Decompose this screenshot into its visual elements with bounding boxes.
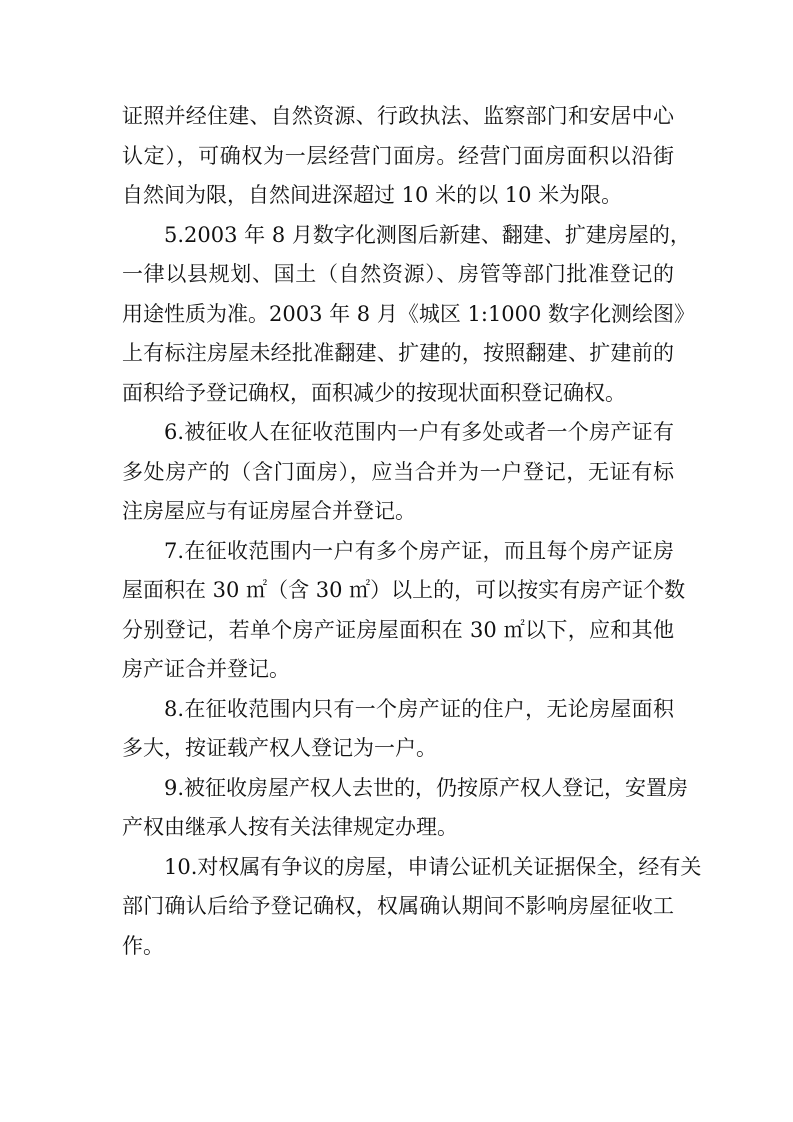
document-line: 一律以县规划、国土（自然资源）、房管等部门批准登记的 [122, 262, 674, 286]
document-line: 产权由继承人按有关法律规定办理。 [122, 815, 458, 839]
document-line: 8.在征收范围内只有一个房产证的住户，无论房屋面积 [164, 696, 674, 721]
document-line: 用途性质为准。2003 年 8 月《城区 1:1000 数字化测绘图》 [122, 301, 696, 326]
document-body [122, 97, 702, 966]
document-line: 注房屋应与有证房屋合并登记。 [122, 499, 416, 523]
document-line: 多处房产的（含门面房），应当合并为一户登记，无证有标 [122, 459, 674, 484]
document-line: 证照并经住建、自然资源、行政执法、监察部门和安居中心 [122, 104, 674, 128]
document-line: 10.对权属有争议的房屋，申请公证机关证据保全，经有关 [164, 854, 702, 879]
document-line: 部门确认后给予登记确权，权属确认期间不影响房屋征收工 [122, 894, 674, 918]
document-line: 房产证合并登记。 [122, 657, 290, 681]
document-line: 上有标注房屋未经批准翻建、扩建的，按照翻建、扩建前的 [122, 341, 674, 365]
document-line: 分别登记，若单个房产证房屋面积在 30 ㎡以下，应和其他 [122, 617, 674, 642]
document-line: 5.2003 年 8 月数字化测图后新建、翻建、扩建房屋的， [164, 222, 691, 247]
document-line: 多大，按证载产权人登记为一户。 [122, 736, 437, 760]
document-line: 自然间为限，自然间进深超过 10 米的以 10 米为限。 [122, 183, 623, 207]
document-line: 7.在征收范围内一户有多个房产证，而且每个房产证房 [164, 538, 674, 563]
document-line: 作。 [122, 933, 164, 958]
document-line: 屋面积在 30 ㎡（含 30 ㎡）以上的，可以按实有房产证个数 [122, 578, 686, 602]
document-line: 面积给予登记确权，面积减少的按现状面积登记确权。 [122, 380, 626, 405]
document-line: 认定），可确权为一层经营门面房。经营门面房面积以沿街 [122, 143, 674, 168]
document-line: 9.被征收房屋产权人去世的，仍按原产权人登记，安置房 [164, 775, 689, 800]
document-line: 6.被征收人在征收范围内一户有多处或者一个房产证有 [164, 420, 674, 444]
